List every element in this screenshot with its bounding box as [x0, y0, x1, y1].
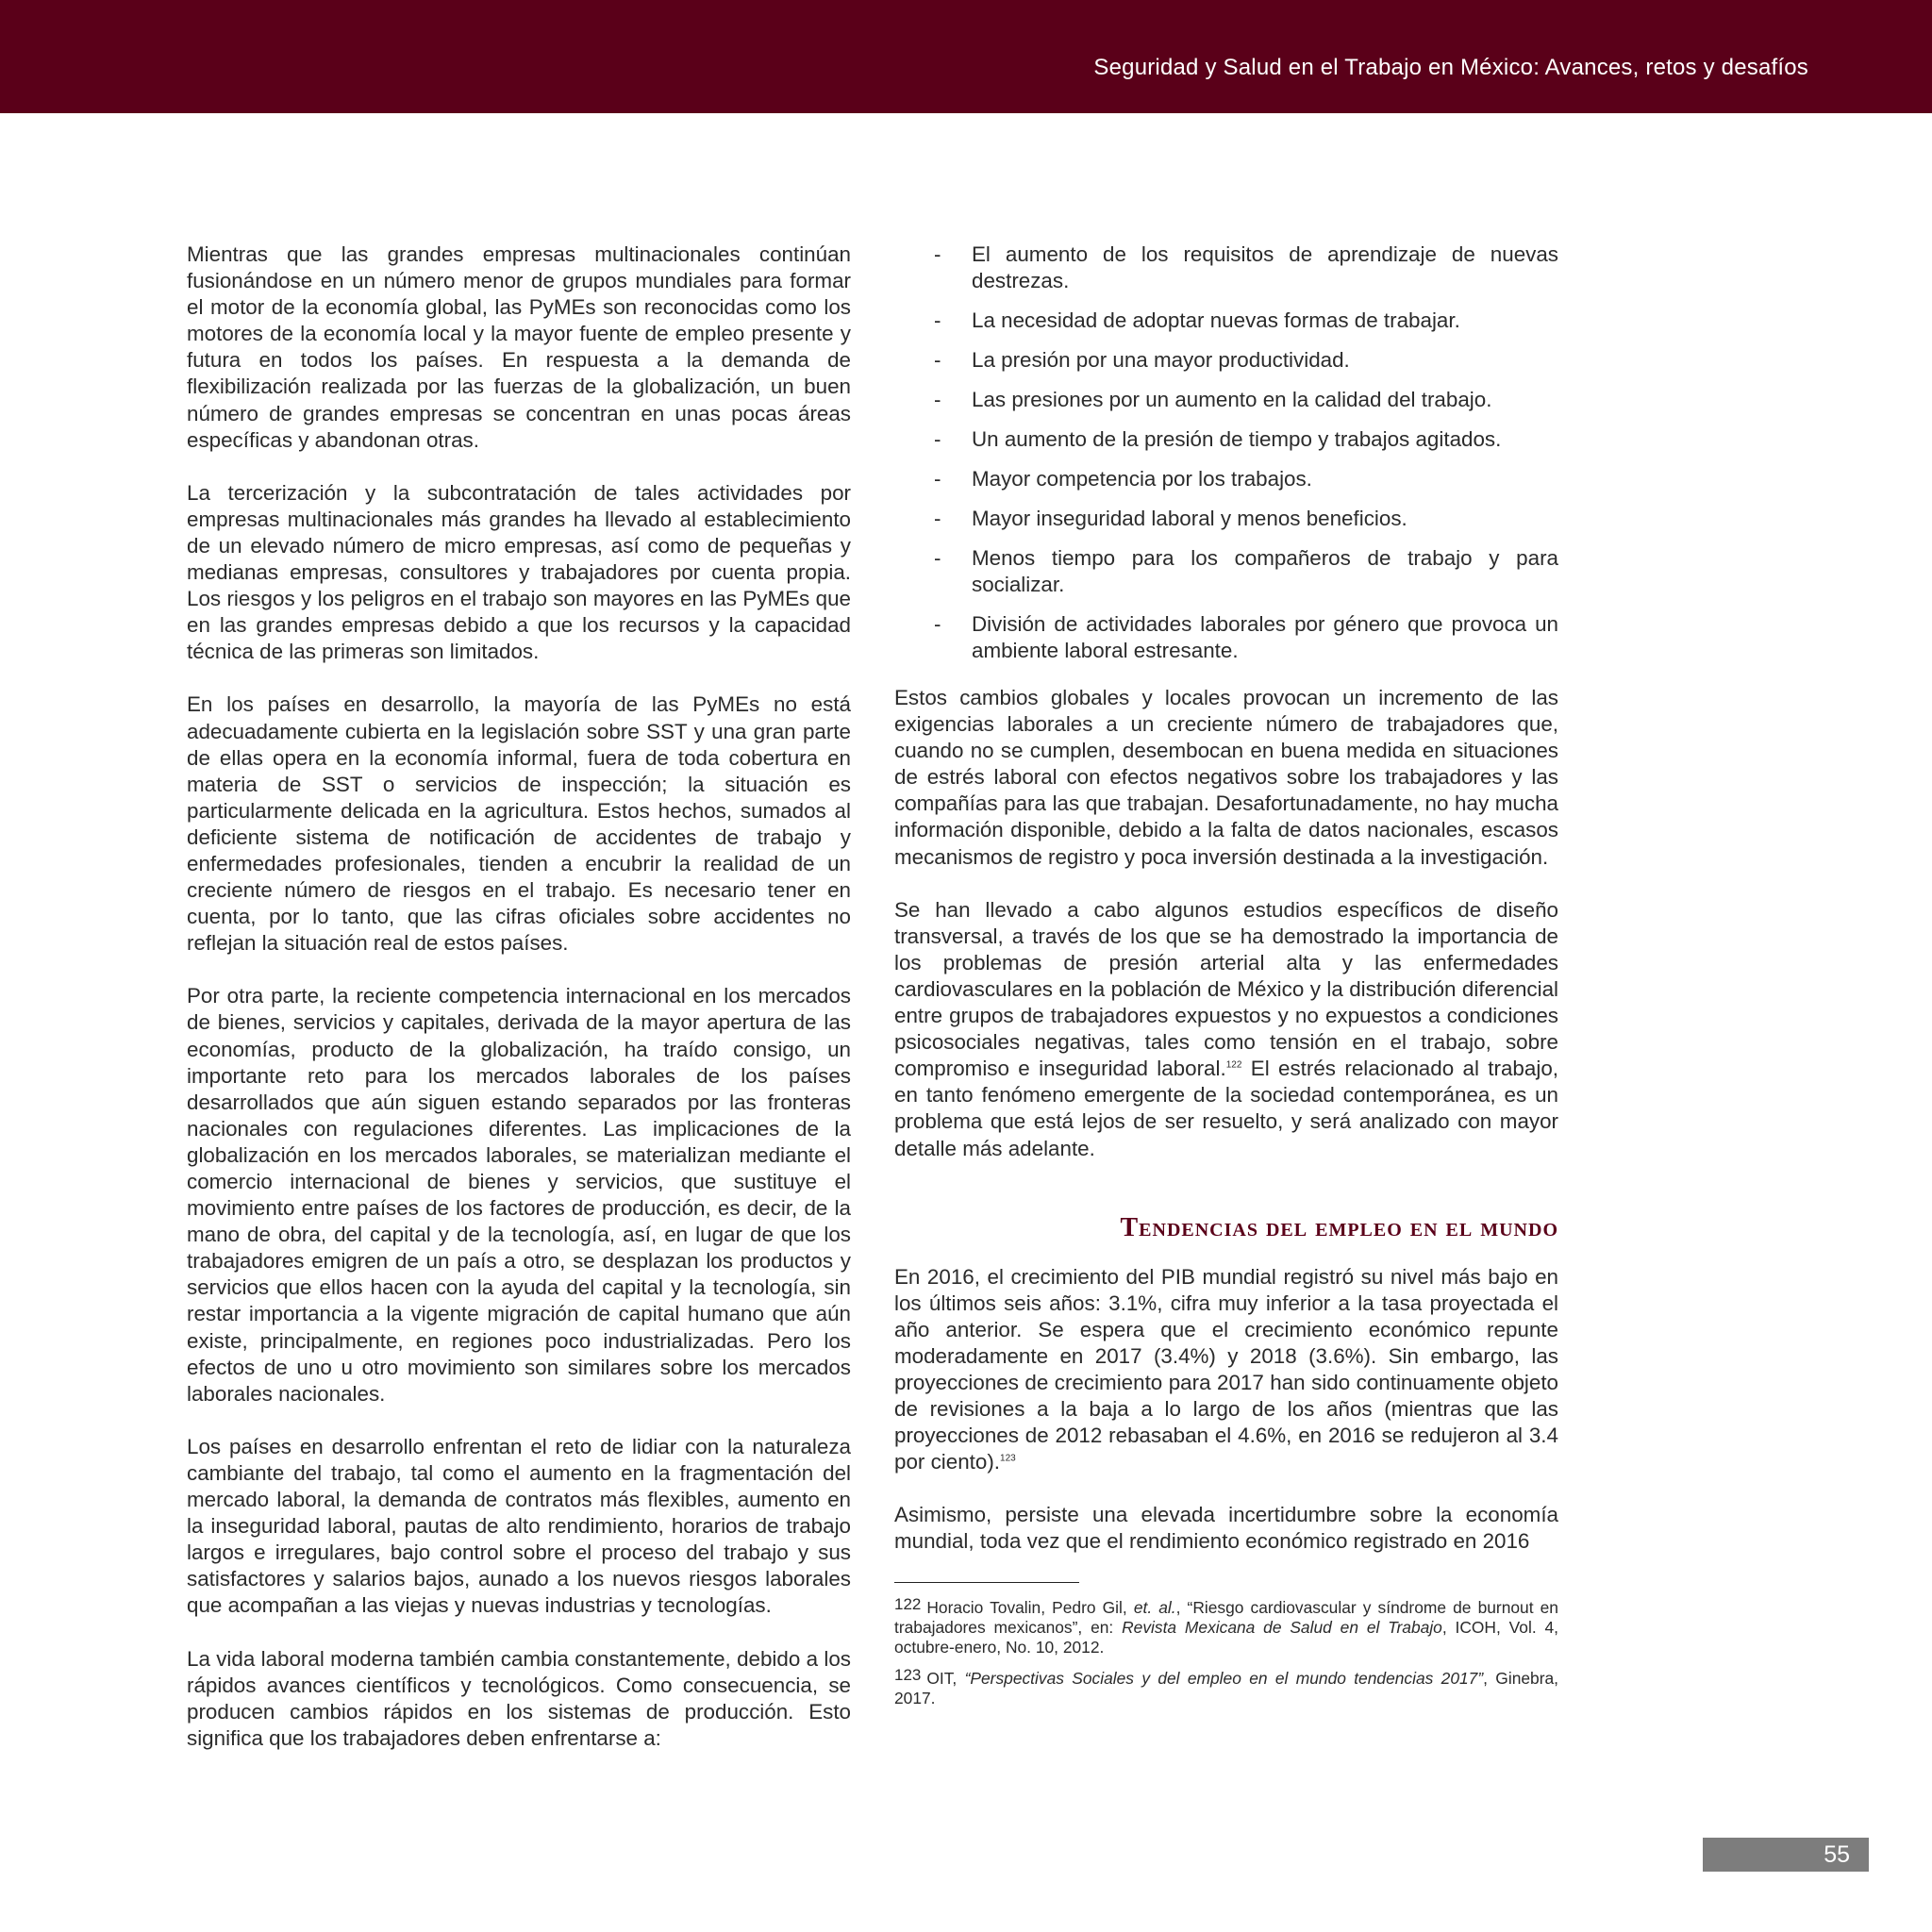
footnote-divider	[894, 1582, 1079, 1583]
list-item	[894, 611, 1558, 664]
paragraph-text: El estrés relacionado al trabajo, en tanto fenómeno emergente de la sociedad contemporánea, es un problema que está lejos de ser resuelto, y será analizado con mayor detalle más adelante.	[894, 1057, 1558, 1160]
footnote-122	[894, 1594, 1558, 1657]
list-item	[894, 242, 1558, 294]
list-item	[894, 506, 1558, 532]
dash-marker: -	[934, 348, 941, 372]
footnote-italic: et. al.	[1133, 1597, 1176, 1617]
dash-marker: -	[934, 467, 941, 491]
page-number: 55	[1703, 1838, 1869, 1872]
running-title: Seguridad y Salud en el Trabajo en México: Avances, retos y desafíos	[1093, 55, 1808, 80]
footnote-text: OIT,	[926, 1668, 965, 1688]
list-item-text: Menos tiempo para los compañeros de trabajo y para socializar.	[972, 546, 1558, 596]
footnote-number: 122	[894, 1594, 922, 1613]
paragraph-vida-laboral-moderna: La vida laboral moderna también cambia constantemente, debido a los rápidos avances científicos y tecnológicos. Como consecuencia, se producen cambios rápidos en los sistemas de producción. Esto significa que los trabajadores deben enfrentarse a:	[187, 1646, 851, 1750]
section-heading: Tendencias del empleo en el mundo	[1120, 1212, 1558, 1242]
footnote-report-title: “Perspectivas Sociales y del empleo en el mundo tendencias 2017”	[964, 1668, 1484, 1688]
list-item-text: Las presiones por un aumento en la calidad del trabajo.	[972, 388, 1492, 411]
footnote-text: , “Riesgo cardiovascular y síndrome de burnout en trabajadores mexicanos”, en:	[894, 1597, 1558, 1637]
footnote-ref-123[interactable]: 123	[1000, 1453, 1016, 1464]
dash-marker: -	[934, 507, 941, 530]
footnote-text: , ICOH, Vol. 4, octubre-enero, No. 10, 2012.	[894, 1617, 1558, 1657]
list-item	[894, 426, 1558, 453]
paragraph-incertidumbre: Asimismo, persiste una elevada incertidumbre sobre la economía mundial, toda vez que el rendimiento económico registrado en 2016	[894, 1503, 1558, 1554]
paragraph-tercerizacion: La tercerización y la subcontratación de tales actividades por empresas multinacionales más grandes ha llevado al establecimiento de un elevado número de micro empresas, así como de pequeñas y medianas empresas, consultores y trabajadores por cuenta propia. Los riesgos y los peligros en el trabajo son mayores en las PyMEs que en las grandes empresas debido a que los recursos y la capacidad técnica de las primeras son limitados.	[187, 480, 851, 664]
list-item-text: El aumento de los requisitos de aprendizaje de nuevas destrezas.	[972, 242, 1558, 292]
dash-marker: -	[934, 612, 941, 636]
footnote-ref-122[interactable]: 122	[1225, 1059, 1242, 1071]
paragraph-text: En 2016, el crecimiento del PIB mundial registró su nivel más bajo en los últimos seis años: 3.1%, cifra muy inferior a la tasa proyectada el año anterior. Se espera que el crecimiento económico repunte moderadamente en 2017 (3.4%) y 2018 (3.6%). Sin embargo, las proyecciones de crecimiento para 2017 han sido continuamente objeto de revisiones a la baja a lo largo de los años (mientras que las proyecciones de 2012 rebasaban el 4.6%, en 2016 se redujeron al 3.4 por ciento).	[894, 1264, 1558, 1474]
list-item	[894, 545, 1558, 598]
paragraph-cambios-globales: Estos cambios globales y locales provocan un incremento de las exigencias laborales a un creciente número de trabajadores que, cuando no se cumplen, desembocan en buena medida en situaciones de estrés laboral con efectos negativos sobre los trabajadores y las compañías para las que trabajan. Desafortunadamente, no hay mucha información disponible, debido a la falta de datos nacionales, escasos mecanismos de registro y poca inversión destinada a la investigación.	[894, 686, 1558, 869]
list-item	[894, 308, 1558, 334]
footnote-journal-title: Revista Mexicana de Salud en el Trabajo	[1122, 1617, 1442, 1637]
footnote-text: Horacio Tovalin, Pedro Gil,	[926, 1597, 1134, 1617]
paragraph-pib-mundial	[894, 1264, 1558, 1476]
paragraph-text: Se han llevado a cabo algunos estudios específicos de diseño transversal, a través de los que se ha demostrado la importancia de los problemas de presión arterial alta y las enfermedades cardiovasculares en la población de México y la distribución diferencial entre grupos de trabajadores expuestos y no expuestos a condiciones psicosociales negativas, tales como tensión en el trabajo, sobre compromiso e inseguridad laboral.	[894, 897, 1558, 1081]
footnote-123	[894, 1665, 1558, 1708]
footnote-number: 123	[894, 1665, 922, 1684]
list-item	[894, 466, 1558, 492]
challenges-list	[894, 242, 1558, 664]
dash-marker: -	[934, 308, 941, 332]
list-item	[894, 387, 1558, 413]
list-item-text: La necesidad de adoptar nuevas formas de trabajar.	[972, 308, 1460, 332]
dash-marker: -	[934, 546, 941, 570]
list-item-text: Mayor competencia por los trabajos.	[972, 467, 1312, 491]
list-item-text: Mayor inseguridad laboral y menos beneficios.	[972, 507, 1407, 530]
paragraph-pymes-motores: Mientras que las grandes empresas multinacionales continúan fusionándose en un número menor de grupos mundiales para formar el motor de la economía global, las PyMEs son reconocidas como los motores de la economía local y la mayor fuente de empleo presente y futura en todos los países. En respuesta a la demanda de flexibilización realizada por las fuerzas de la globalización, un buen número de grandes empresas se concentran en unas pocas áreas específicas y abandonan otras.	[187, 242, 851, 452]
list-item-text: Un aumento de la presión de tiempo y trabajos agitados.	[972, 427, 1502, 451]
paragraph-naturaleza-cambiante: Los países en desarrollo enfrentan el reto de lidiar con la naturaleza cambiante del trabajo, tal como el aumento en la fragmentación del mercado laboral, la demanda de contratos más flexibles, aumento en la inseguridad laboral, pautas de alto rendimiento, horarios de trabajo largos e irregulares, bajo control sobre el proceso del trabajo y sus satisfactores y salarios bajos, aunado a los nuevos riesgos laborales que acompañan a las viejas y nuevas industrias y tecnologías.	[187, 1434, 851, 1618]
dash-marker: -	[934, 242, 941, 266]
right-column	[894, 242, 1558, 1716]
left-column	[187, 242, 851, 1778]
dash-marker: -	[934, 427, 941, 451]
header-band	[0, 0, 1932, 113]
paragraph-paises-desarrollo-sst: En los países en desarrollo, la mayoría de las PyMEs no está adecuadamente cubierta en la legislación sobre SST y una gran parte de ellas opera en la economía informal, fuera de toda cobertura en materia de SST o servicios de inspección; la situación es particularmente delicada en la agricultura. Estos hechos, sumados al deficiente sistema de notificación de accidentes de trabajo y enfermedades profesionales, tienden a encubrir la realidad de un creciente número de riesgos en el trabajo. Es necesario tener en cuenta, por lo tanto, que las cifras oficiales sobre accidentes no reflejan la situación real de estos países.	[187, 692, 851, 956]
paragraph-estudios-estres	[894, 897, 1558, 1162]
paragraph-competencia-internacional: Por otra parte, la reciente competencia internacional en los mercados de bienes, servicios y capitales, derivada de la mayor apertura de las economías, producto de la globalización, ha traído consigo, un importante reto para los mercados laborales de los países desarrollados que aún siguen estando separados por las fronteras nacionales con regulaciones diferentes. Las implicaciones de la globalización en los mercados laborales, se materializan mediante el comercio internacional de bienes y servicios, que sustituye el movimiento entre países de los factores de producción, es decir, de la mano de obra, del capital y de la tecnología, así, en lugar de que los trabajadores emigren de un país a otro, se desplazan los productos y servicios que ellos hacen con la ayuda del capital y la tecnología, sin restar importancia a la vigente migración de capital humano que aún existe, principalmente, en regiones poco industrializadas. Pero los efectos de uno u otro movimiento son similares sobre los mercados laborales nacionales.	[187, 984, 851, 1406]
list-item	[894, 347, 1558, 374]
dash-marker: -	[934, 388, 941, 411]
footnote-text: , Ginebra, 2017.	[894, 1668, 1559, 1707]
list-item-text: División de actividades laborales por género que provoca un ambiente laboral estresante.	[972, 612, 1558, 662]
list-item-text: La presión por una mayor productividad.	[972, 348, 1350, 372]
